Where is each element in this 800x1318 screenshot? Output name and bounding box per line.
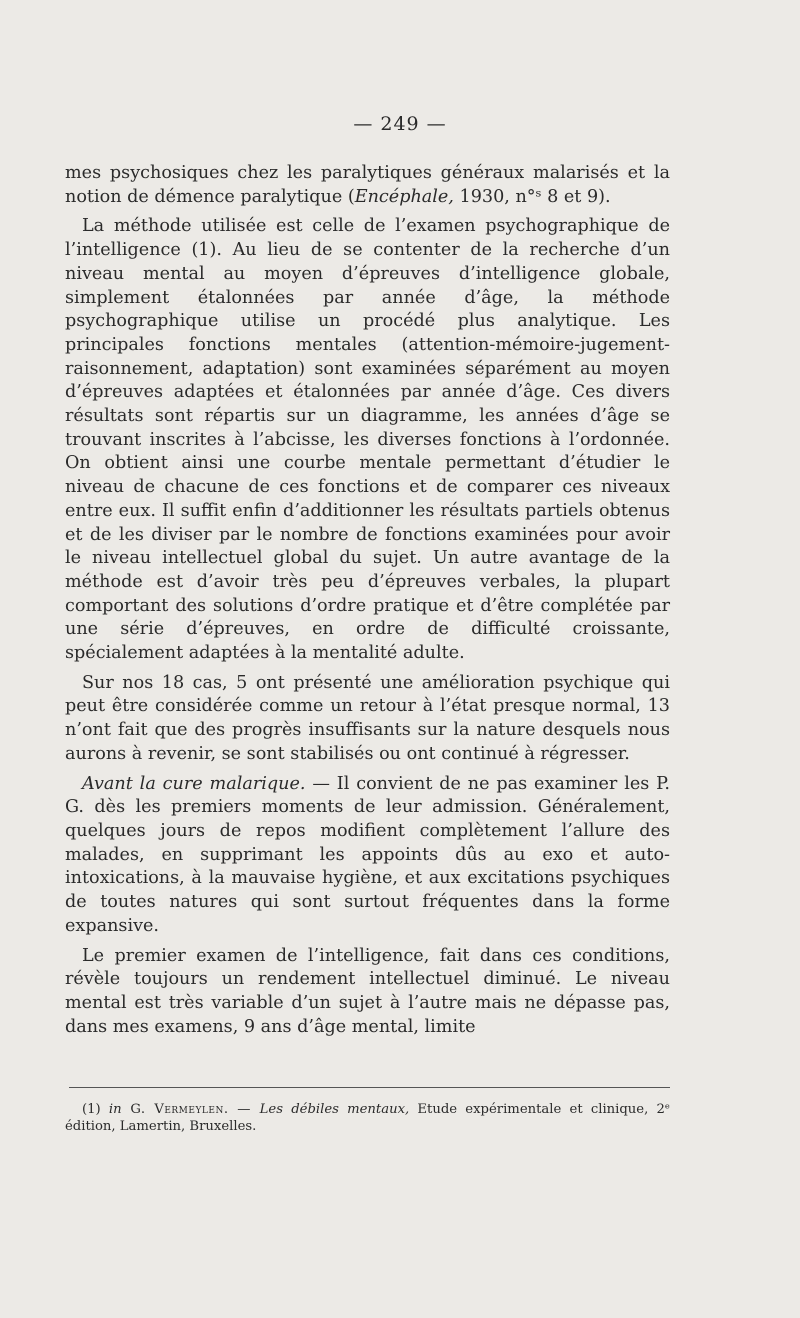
footnote-1	[65, 1101, 670, 1135]
paragraph-4-text: — Il convient de ne pas examiner les P. G. dès les premiers moments de leur admission. Généralement, quelques jours de repos modifient complètement l’allure des malades, en supprimant les appoints dûs au exo et auto-intoxications, à la mauvaise hygiène, et aux excitations psychiques de toutes natures qui sont surtout fréquentes dans la forme expansive.	[65, 773, 670, 936]
footnote-divider	[69, 1087, 670, 1088]
footnote	[65, 1101, 670, 1135]
paragraph-4	[65, 773, 670, 939]
paragraph-3: Sur nos 18 cas, 5 ont présenté une amélioration psychique qui peut être considérée comme un retour à l’état presque normal, 13 n’ont fait que des progrès insuffisants sur la nature desquels nous aurons à revenir, se sont stabilisés ou ont continué à régresser.	[65, 672, 670, 764]
paragraph-1-tail: 1930, n°ˢ 8 et 9).	[453, 186, 611, 207]
body-text	[65, 162, 670, 1039]
page-number: — 249 —	[353, 113, 447, 135]
footnote-rest: Etude expérimentale et clinique, 2ᵉ édition, Lamertin, Bruxelles.	[65, 1102, 671, 1134]
paragraph-1-text: mes psychosiques chez les paralytiques généraux malarisés et la notion de démence paralytique (	[65, 163, 670, 207]
section-heading: Avant la cure malarique.	[82, 773, 306, 794]
footnote-title: Les débiles mentaux,	[259, 1102, 410, 1117]
journal-citation: Encéphale,	[354, 186, 454, 207]
paragraph-2: La méthode utilisée est celle de l’examen psychographique de l’intelligence (1). Au lieu de se contenter de la recherche d’un niveau mental au moyen d’épreuves d’intelligence globale, simplement étalonnées par année d’âge, la méthode psychographique utilise un procédé plus analytique. Les principales fonctions mentales (attention-mémoire-jugement-raisonnement, adaptation) sont examinées séparément au moyen d’épreuves adaptées et étalonnées par année d’âge. Ces divers résultats sont répartis sur un diagramme, les années d’âge se trouvant inscrites à l’abcisse, les diverses fonctions à l’ordonnée. On obtient ainsi une courbe mentale permettant d’étudier le niveau de chacune de ces fonctions et de comparer ces niveaux entre eux. Il suffit enfin d’additionner les résultats partiels obtenus et de les diviser par le nombre de fonctions examinées pour avoir le niveau intellectuel global du sujet. Un autre avantage de la méthode est d’avoir très peu d’épreuves verbales, la plupart comportant des solutions d’ordre pratique et d’être complétée par une série d’épreuves, en ordre de difficulté croissante, spécialement adaptées à la mentalité adulte.	[65, 216, 670, 664]
footnote-marker: (1)	[82, 1102, 109, 1117]
footnote-in: in	[108, 1102, 122, 1117]
paragraph-1	[65, 162, 670, 209]
footnote-author: G. Vermeylen. —	[121, 1102, 260, 1117]
paragraph-5: Le premier examen de l’intelligence, fait dans ces conditions, révèle toujours un rendement intellectuel diminué. Le niveau mental est très variable d’un sujet à l’autre mais ne dépasse pas, dans mes examens, 9 ans d’âge mental, limite	[65, 945, 670, 1037]
